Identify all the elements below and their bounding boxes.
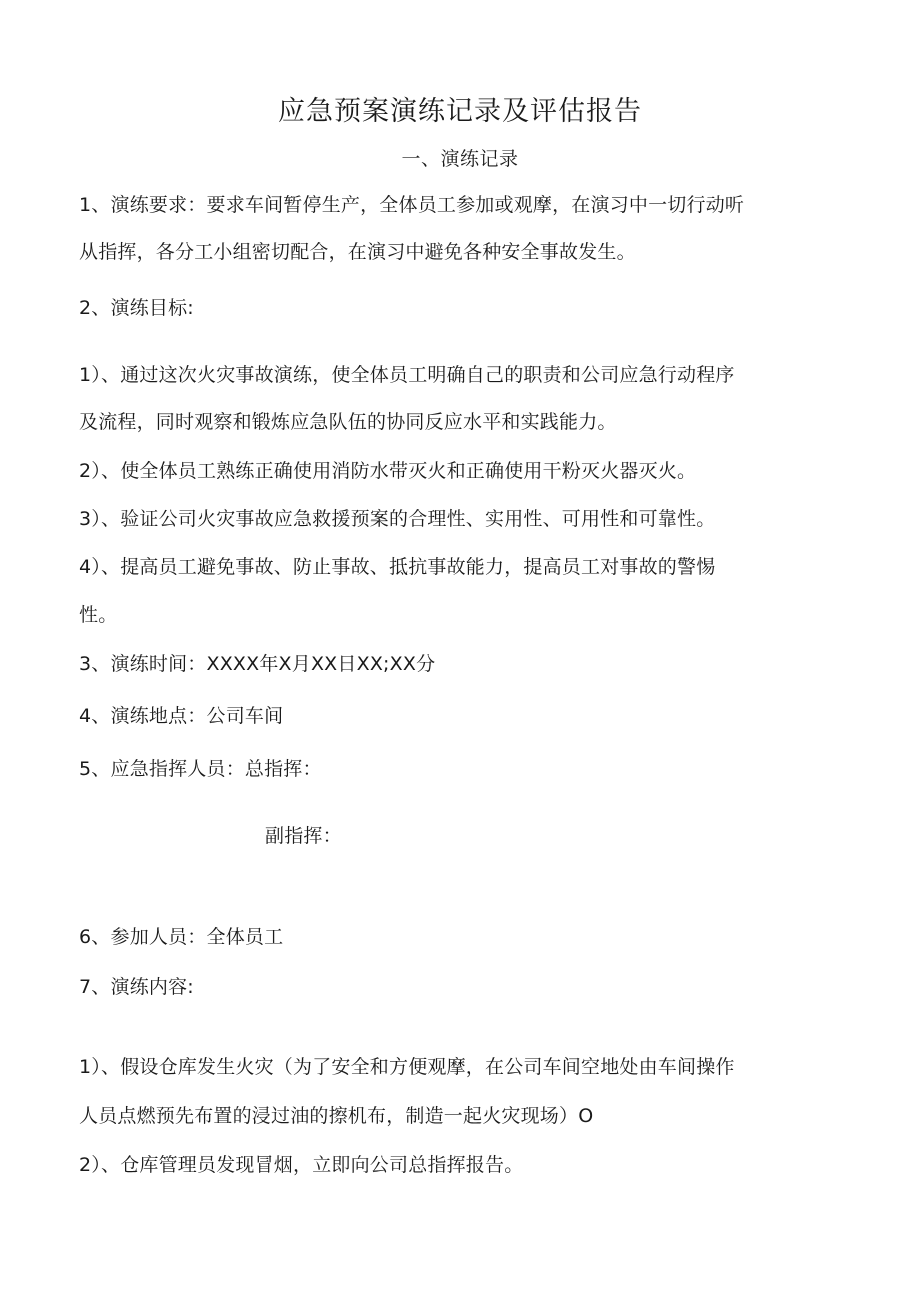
- paragraph-line: 1）、假设仓库发生火灾（为了安全和方便观摩，在公司车间空地处由车间操作: [79, 1056, 735, 1078]
- paragraph-line: 4、演练地点：公司车间: [79, 705, 284, 727]
- paragraph-line: 7、演练内容:: [79, 976, 194, 998]
- paragraph-line: 2）、仓库管理员发现冒烟，立即向公司总指挥报告。: [79, 1154, 524, 1176]
- document-title: 应急预案演练记录及评估报告: [278, 96, 642, 127]
- paragraph-line: 6、参加人员：全体员工: [79, 926, 284, 948]
- paragraph-line: 性。: [79, 604, 118, 626]
- paragraph-line: 2、演练目标:: [79, 297, 194, 319]
- paragraph-line: 人员点燃预先布置的浸过油的擦机布，制造一起火灾现场）O: [79, 1105, 594, 1127]
- paragraph-line: 1、演练要求：要求车间暂停生产，全体员工参加或观摩，在演习中一切行动听: [79, 194, 745, 216]
- paragraph-line: 从指挥，各分工小组密切配合，在演习中避免各种安全事故发生。: [79, 241, 636, 263]
- section-heading: 一、演练记录: [401, 148, 519, 170]
- paragraph-line: 2）、使全体员工熟练正确使用消防水带灭火和正确使用干粉灭火器灭火。: [79, 460, 697, 482]
- paragraph-line: 3）、验证公司火灾事故应急救援预案的合理性、实用性、可用性和可靠性。: [79, 508, 716, 530]
- paragraph-line: 及流程，同时观察和锻炼应急队伍的协同反应水平和实践能力。: [79, 411, 617, 433]
- paragraph-line: 5、应急指挥人员：总指挥：: [79, 758, 322, 780]
- paragraph-line: 1）、通过这次火灾事故演练，使全体员工明确自己的职责和公司应急行动程序: [79, 364, 735, 386]
- paragraph-line: 副指挥：: [265, 825, 342, 847]
- paragraph-line: 3、演练时间：XXXX年X月XX日XX;XX分: [79, 653, 436, 675]
- paragraph-line: 4）、提高员工避免事故、防止事故、抵抗事故能力，提高员工对事故的警惕: [79, 556, 716, 578]
